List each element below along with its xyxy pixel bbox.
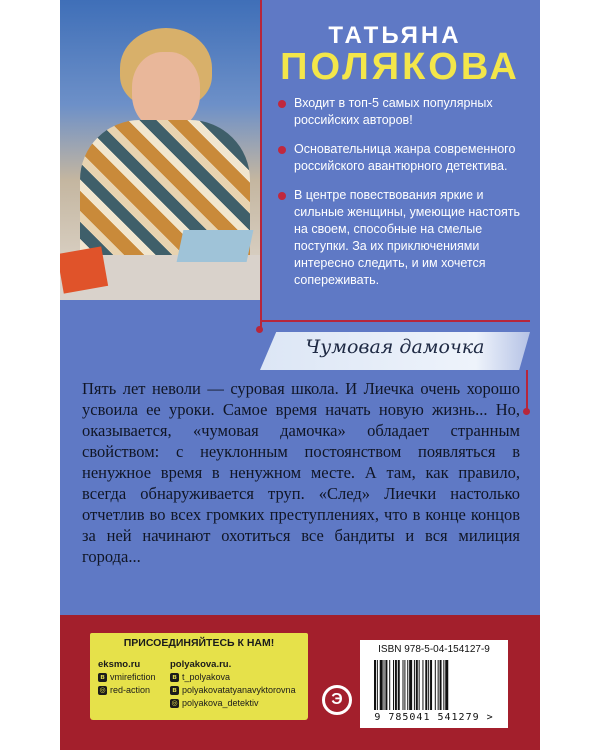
author-site[interactable]: polyakova.ru.	[170, 659, 232, 670]
social-link[interactable]: ◎ polyakova_detektiv	[171, 698, 259, 708]
frame-line-right	[526, 370, 528, 412]
barcode-bar	[428, 660, 429, 710]
barcode-bar	[384, 660, 385, 710]
barcode-bar	[398, 660, 400, 710]
back-cover	[60, 0, 540, 750]
highlight-item: В центре повествования яркие и сильные женщины, умеющие настоять на своем, способные на смелые поступки. За их приключениями интересно следить, и им хочется сопереживать.	[278, 187, 533, 289]
barcode-bar	[414, 660, 415, 710]
barcode-box	[360, 640, 508, 728]
frame-dot	[256, 326, 263, 333]
bullet-icon	[278, 146, 286, 154]
barcode-bar	[425, 660, 427, 710]
bullet-icon	[278, 100, 286, 108]
barcode-bar	[407, 660, 408, 710]
barcode-bar	[389, 660, 390, 710]
barcode-bar	[438, 660, 439, 710]
barcode-bar	[416, 660, 418, 710]
instagram-icon: ◎	[99, 687, 106, 694]
highlight-item: Основательница жанра современного российского авантюрного детектива.	[278, 141, 533, 175]
barcode-bar	[419, 660, 420, 710]
barcode-bar	[377, 660, 378, 710]
barcode-bar	[403, 660, 404, 710]
barcode-bar	[409, 660, 412, 710]
frame-line-horizontal	[260, 320, 530, 322]
vk-icon: в	[170, 673, 179, 682]
barcode-bar	[395, 660, 397, 710]
frame-line-vertical	[260, 0, 262, 332]
social-block	[90, 637, 308, 720]
social-link[interactable]: ◎ red-action	[99, 685, 151, 695]
vk-icon: в	[98, 673, 107, 682]
social-link[interactable]: в vmirefiction	[98, 671, 156, 684]
barcode-bar	[422, 660, 423, 710]
barcode-bar	[443, 660, 444, 710]
photo-face	[132, 52, 200, 130]
social-link[interactable]: в t_polyakova	[170, 671, 296, 684]
social-link[interactable]: в polyakovatatyanavyktorovna	[170, 684, 296, 697]
barcode-bar	[435, 660, 436, 710]
barcode-bar	[440, 660, 442, 710]
barcode-bar	[430, 660, 432, 710]
vk-icon: в	[170, 686, 179, 695]
publisher-logo-icon: Э	[322, 685, 352, 715]
isbn: ISBN 978-5-04-154127-9	[378, 644, 490, 655]
author-first-name: ТАТЬЯНА	[328, 22, 462, 49]
barcode	[374, 660, 494, 710]
book-title: Чумовая дамочка	[305, 336, 485, 358]
social-left-column	[98, 658, 156, 697]
barcode-bar	[385, 660, 387, 710]
instagram-icon: ◎	[171, 700, 178, 707]
barcode-bar	[380, 660, 383, 710]
highlight-item: Входит в топ-5 самых популярных российских авторов!	[278, 95, 533, 129]
author-last-name: ПОЛЯКОВА	[280, 46, 520, 88]
frame-dot-right	[523, 408, 530, 415]
barcode-bar	[393, 660, 394, 710]
author-photo	[60, 0, 260, 300]
highlights-list	[278, 95, 533, 301]
photo-notebook	[177, 230, 254, 262]
social-title: ПРИСОЕДИНЯЙТЕСЬ К НАМ!	[90, 633, 308, 653]
barcode-bar	[445, 660, 448, 710]
photo-books	[60, 246, 108, 293]
barcode-number: 9 785041 541279 >	[374, 712, 494, 723]
publisher-site[interactable]: eksmo.ru	[98, 659, 141, 670]
bullet-icon	[278, 192, 286, 200]
social-right-column	[170, 658, 296, 710]
barcode-bar	[404, 660, 405, 710]
book-annotation: Пять лет неволи — суровая школа. И Лиечка очень хорошо усвоила ее уроки. Самое время начать новую жизнь... Но, оказывается, «чумовая дамочка» обладает странным свойством: с неуклонным постоянством появляться в ненужное время в ненужном месте. А там, как правило, всегда обнаруживается труп. «След» Лиечки настолько отчетлив во всех громких преступлениях, что в конце концов за ней начинают охотиться все бандиты и вся милиция города...	[82, 379, 520, 566]
barcode-bar	[374, 660, 376, 710]
